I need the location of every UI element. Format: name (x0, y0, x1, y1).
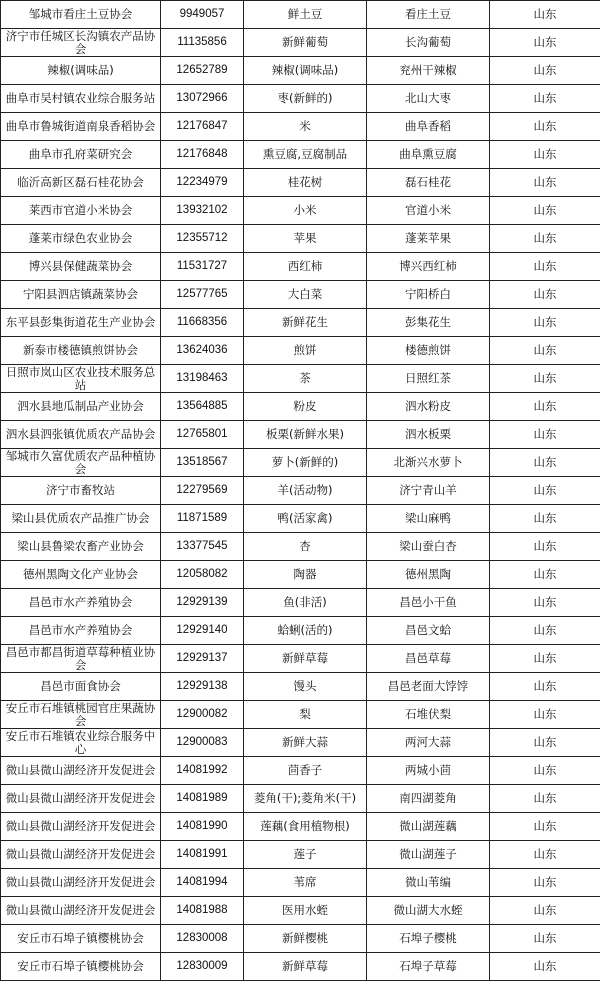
province-cell: 山东 (490, 813, 600, 841)
applicant-cell: 微山县微山湖经济开发促进会 (1, 841, 161, 869)
table-row (1, 309, 600, 337)
applicant-cell: 蓬莱市绿色农业协会 (1, 225, 161, 253)
table-row (1, 897, 600, 925)
registration-number-cell: 14081992 (161, 757, 244, 785)
table-row (1, 617, 600, 645)
registration-number-cell: 11668356 (161, 309, 244, 337)
registration-number-cell: 12830009 (161, 953, 244, 981)
registration-number-cell: 13072966 (161, 85, 244, 113)
applicant-cell: 曲阜市孔府菜研究会 (1, 141, 161, 169)
province-cell: 山东 (490, 729, 600, 757)
trademark-name-cell: 微山湖莲藕 (367, 813, 490, 841)
applicant-cell: 辣椒(调味品) (1, 57, 161, 85)
table-body (1, 1, 600, 981)
province-cell: 山东 (490, 757, 600, 785)
province-cell: 山东 (490, 309, 600, 337)
applicant-cell: 昌邑市面食协会 (1, 673, 161, 701)
trademark-name-cell: 两河大蒜 (367, 729, 490, 757)
applicant-cell: 曲阜市鲁城街道南泉香稻协会 (1, 113, 161, 141)
goods-cell: 鱼(非活) (244, 589, 367, 617)
registration-number-cell: 14081990 (161, 813, 244, 841)
trademark-name-cell: 兖州干辣椒 (367, 57, 490, 85)
trademark-name-cell: 北渐兴水萝卜 (367, 449, 490, 477)
table-row (1, 449, 600, 477)
province-cell: 山东 (490, 953, 600, 981)
trademark-name-cell: 微山湖莲子 (367, 841, 490, 869)
registration-number-cell: 14081991 (161, 841, 244, 869)
registration-number-cell: 13624036 (161, 337, 244, 365)
goods-cell: 小米 (244, 197, 367, 225)
goods-cell: 煎饼 (244, 337, 367, 365)
goods-cell: 莲藕(食用植物根) (244, 813, 367, 841)
registration-number-cell: 12176848 (161, 141, 244, 169)
trademark-name-cell: 南四湖菱角 (367, 785, 490, 813)
goods-cell: 苹果 (244, 225, 367, 253)
trademark-name-cell: 石埠子樱桃 (367, 925, 490, 953)
registration-number-cell: 12830008 (161, 925, 244, 953)
goods-cell: 新鲜葡萄 (244, 29, 367, 57)
registration-number-cell: 12929139 (161, 589, 244, 617)
applicant-cell: 安丘市石堆镇农业综合服务中心 (1, 729, 161, 757)
table-row (1, 869, 600, 897)
goods-cell: 新鲜花生 (244, 309, 367, 337)
trademark-name-cell: 梁山蚕白杏 (367, 533, 490, 561)
table-row (1, 813, 600, 841)
province-cell: 山东 (490, 869, 600, 897)
goods-cell: 桂花树 (244, 169, 367, 197)
applicant-cell: 安丘市石堆镇桃园官庄果蔬协会 (1, 701, 161, 729)
province-cell: 山东 (490, 645, 600, 673)
registration-number-cell: 12900083 (161, 729, 244, 757)
trademark-name-cell: 日照红茶 (367, 365, 490, 393)
table-row (1, 197, 600, 225)
applicant-cell: 宁阳县泗店镇蔬菜协会 (1, 281, 161, 309)
goods-cell: 大白菜 (244, 281, 367, 309)
table-row (1, 337, 600, 365)
trademark-name-cell: 济宁青山羊 (367, 477, 490, 505)
province-cell: 山东 (490, 253, 600, 281)
applicant-cell: 济宁市任城区长沟镇农产品协会 (1, 29, 161, 57)
registration-number-cell: 14081994 (161, 869, 244, 897)
table-row (1, 645, 600, 673)
goods-cell: 羊(活动物) (244, 477, 367, 505)
trademark-name-cell: 德州黑陶 (367, 561, 490, 589)
goods-cell: 茴香子 (244, 757, 367, 785)
goods-cell: 板栗(新鲜水果) (244, 421, 367, 449)
table-row (1, 29, 600, 57)
registration-number-cell: 13377545 (161, 533, 244, 561)
trademark-name-cell: 北山大枣 (367, 85, 490, 113)
goods-cell: 新鲜草莓 (244, 953, 367, 981)
registration-number-cell: 12929140 (161, 617, 244, 645)
trademark-name-cell: 昌邑文蛤 (367, 617, 490, 645)
province-cell: 山东 (490, 841, 600, 869)
trademark-name-cell: 石埠子草莓 (367, 953, 490, 981)
applicant-cell: 微山县微山湖经济开发促进会 (1, 785, 161, 813)
applicant-cell: 新泰市楼德镇煎饼协会 (1, 337, 161, 365)
province-cell: 山东 (490, 197, 600, 225)
table-row (1, 57, 600, 85)
trademark-name-cell: 蓬莱苹果 (367, 225, 490, 253)
table-row (1, 225, 600, 253)
applicant-cell: 微山县微山湖经济开发促进会 (1, 897, 161, 925)
goods-cell: 茶 (244, 365, 367, 393)
registration-number-cell: 12929137 (161, 645, 244, 673)
applicant-cell: 莱西市官道小米协会 (1, 197, 161, 225)
table-row (1, 393, 600, 421)
goods-cell: 西红柿 (244, 253, 367, 281)
province-cell: 山东 (490, 421, 600, 449)
registration-number-cell: 12058082 (161, 561, 244, 589)
trademark-name-cell: 宁阳桥白 (367, 281, 490, 309)
trademark-name-cell: 昌邑老面大饽饽 (367, 673, 490, 701)
goods-cell: 莲子 (244, 841, 367, 869)
province-cell: 山东 (490, 169, 600, 197)
trademark-name-cell: 梁山麻鸭 (367, 505, 490, 533)
table-row (1, 505, 600, 533)
trademark-name-cell: 微山湖大水蛭 (367, 897, 490, 925)
registration-number-cell: 11871589 (161, 505, 244, 533)
trademark-name-cell: 石堆伏梨 (367, 701, 490, 729)
applicant-cell: 梁山县优质农产品推广协会 (1, 505, 161, 533)
province-cell: 山东 (490, 533, 600, 561)
province-cell: 山东 (490, 505, 600, 533)
applicant-cell: 临沂高新区磊石桂花协会 (1, 169, 161, 197)
province-cell: 山东 (490, 701, 600, 729)
applicant-cell: 德州黑陶文化产业协会 (1, 561, 161, 589)
goods-cell: 枣(新鲜的) (244, 85, 367, 113)
province-cell: 山东 (490, 141, 600, 169)
province-cell: 山东 (490, 617, 600, 645)
table-row (1, 113, 600, 141)
trademark-name-cell: 曲阜香稻 (367, 113, 490, 141)
table-row (1, 421, 600, 449)
goods-cell: 新鲜大蒜 (244, 729, 367, 757)
goods-cell: 医用水蛭 (244, 897, 367, 925)
table-row (1, 841, 600, 869)
applicant-cell: 微山县微山湖经济开发促进会 (1, 869, 161, 897)
applicant-cell: 昌邑市水产养殖协会 (1, 589, 161, 617)
province-cell: 山东 (490, 785, 600, 813)
trademark-name-cell: 彭集花生 (367, 309, 490, 337)
table-row (1, 701, 600, 729)
applicant-cell: 泗水县地瓜制品产业协会 (1, 393, 161, 421)
registration-number-cell: 13564885 (161, 393, 244, 421)
goods-cell: 陶器 (244, 561, 367, 589)
applicant-cell: 安丘市石埠子镇樱桃协会 (1, 925, 161, 953)
province-cell: 山东 (490, 393, 600, 421)
table-row (1, 953, 600, 981)
applicant-cell: 曲阜市吴村镇农业综合服务站 (1, 85, 161, 113)
applicant-cell: 济宁市畜牧站 (1, 477, 161, 505)
table-row (1, 785, 600, 813)
goods-cell: 萝卜(新鲜的) (244, 449, 367, 477)
goods-cell: 蛤蜊(活的) (244, 617, 367, 645)
applicant-cell: 梁山县鲁梁农畜产业协会 (1, 533, 161, 561)
trademark-name-cell: 两城小茴 (367, 757, 490, 785)
registration-number-cell: 14081988 (161, 897, 244, 925)
table-row (1, 365, 600, 393)
registration-number-cell: 12279569 (161, 477, 244, 505)
registration-number-cell: 9949057 (161, 1, 244, 29)
trademark-name-cell: 微山苇编 (367, 869, 490, 897)
table-row (1, 589, 600, 617)
goods-cell: 馒头 (244, 673, 367, 701)
table-row (1, 925, 600, 953)
applicant-cell: 昌邑市都昌街道草莓种植业协会 (1, 645, 161, 673)
goods-cell: 梨 (244, 701, 367, 729)
applicant-cell: 安丘市石埠子镇樱桃协会 (1, 953, 161, 981)
trademark-name-cell: 长沟葡萄 (367, 29, 490, 57)
goods-cell: 新鲜草莓 (244, 645, 367, 673)
registration-number-cell: 12929138 (161, 673, 244, 701)
trademark-name-cell: 泗水粉皮 (367, 393, 490, 421)
province-cell: 山东 (490, 925, 600, 953)
applicant-cell: 泗水县泗张镇优质农产品协会 (1, 421, 161, 449)
registration-number-cell: 12577765 (161, 281, 244, 309)
province-cell: 山东 (490, 561, 600, 589)
registration-number-cell: 12900082 (161, 701, 244, 729)
registration-number-cell: 14081989 (161, 785, 244, 813)
goods-cell: 熏豆腐,豆腐制品 (244, 141, 367, 169)
trademark-name-cell: 昌邑小干鱼 (367, 589, 490, 617)
goods-cell: 菱角(干);菱角米(干) (244, 785, 367, 813)
registration-number-cell: 12652789 (161, 57, 244, 85)
trademark-name-cell: 楼德煎饼 (367, 337, 490, 365)
applicant-cell: 微山县微山湖经济开发促进会 (1, 813, 161, 841)
trademark-name-cell: 曲阜熏豆腐 (367, 141, 490, 169)
trademark-name-cell: 昌邑草莓 (367, 645, 490, 673)
table-row (1, 561, 600, 589)
registration-number-cell: 13518567 (161, 449, 244, 477)
province-cell: 山东 (490, 281, 600, 309)
province-cell: 山东 (490, 57, 600, 85)
goods-cell: 新鲜樱桃 (244, 925, 367, 953)
province-cell: 山东 (490, 897, 600, 925)
trademark-name-cell: 泗水板栗 (367, 421, 490, 449)
applicant-cell: 博兴县保健蔬菜协会 (1, 253, 161, 281)
province-cell: 山东 (490, 113, 600, 141)
table-row (1, 729, 600, 757)
applicant-cell: 微山县微山湖经济开发促进会 (1, 757, 161, 785)
province-cell: 山东 (490, 365, 600, 393)
applicant-cell: 昌邑市水产养殖协会 (1, 617, 161, 645)
goods-cell: 鸭(活家禽) (244, 505, 367, 533)
table-row (1, 673, 600, 701)
table-row (1, 85, 600, 113)
province-cell: 山东 (490, 673, 600, 701)
province-cell: 山东 (490, 85, 600, 113)
registration-number-cell: 13932102 (161, 197, 244, 225)
trademark-name-cell: 磊石桂花 (367, 169, 490, 197)
table-row (1, 253, 600, 281)
goods-cell: 辣椒(调味品) (244, 57, 367, 85)
goods-cell: 粉皮 (244, 393, 367, 421)
registration-number-cell: 12765801 (161, 421, 244, 449)
province-cell: 山东 (490, 225, 600, 253)
trademark-name-cell: 博兴西红柿 (367, 253, 490, 281)
applicant-cell: 东平县彭集街道花生产业协会 (1, 309, 161, 337)
applicant-cell: 邹城市看庄土豆协会 (1, 1, 161, 29)
applicant-cell: 日照市岚山区农业技术服务总站 (1, 365, 161, 393)
table-row (1, 141, 600, 169)
table-row (1, 477, 600, 505)
province-cell: 山东 (490, 449, 600, 477)
goods-cell: 苇席 (244, 869, 367, 897)
province-cell: 山东 (490, 477, 600, 505)
registration-number-cell: 13198463 (161, 365, 244, 393)
registration-number-cell: 12234979 (161, 169, 244, 197)
goods-cell: 杏 (244, 533, 367, 561)
trademark-name-cell: 官道小米 (367, 197, 490, 225)
province-cell: 山东 (490, 337, 600, 365)
table-row (1, 757, 600, 785)
province-cell: 山东 (490, 589, 600, 617)
table-row (1, 533, 600, 561)
applicant-cell: 邹城市久富优质农产品种植协会 (1, 449, 161, 477)
goods-cell: 鲜土豆 (244, 1, 367, 29)
table-row (1, 1, 600, 29)
registration-number-cell: 12176847 (161, 113, 244, 141)
registration-number-cell: 12355712 (161, 225, 244, 253)
trademark-name-cell: 看庄土豆 (367, 1, 490, 29)
registration-number-cell: 11531727 (161, 253, 244, 281)
province-cell: 山东 (490, 29, 600, 57)
province-cell: 山东 (490, 1, 600, 29)
table-row (1, 169, 600, 197)
goods-cell: 米 (244, 113, 367, 141)
registration-number-cell: 11135856 (161, 29, 244, 57)
table-row (1, 281, 600, 309)
